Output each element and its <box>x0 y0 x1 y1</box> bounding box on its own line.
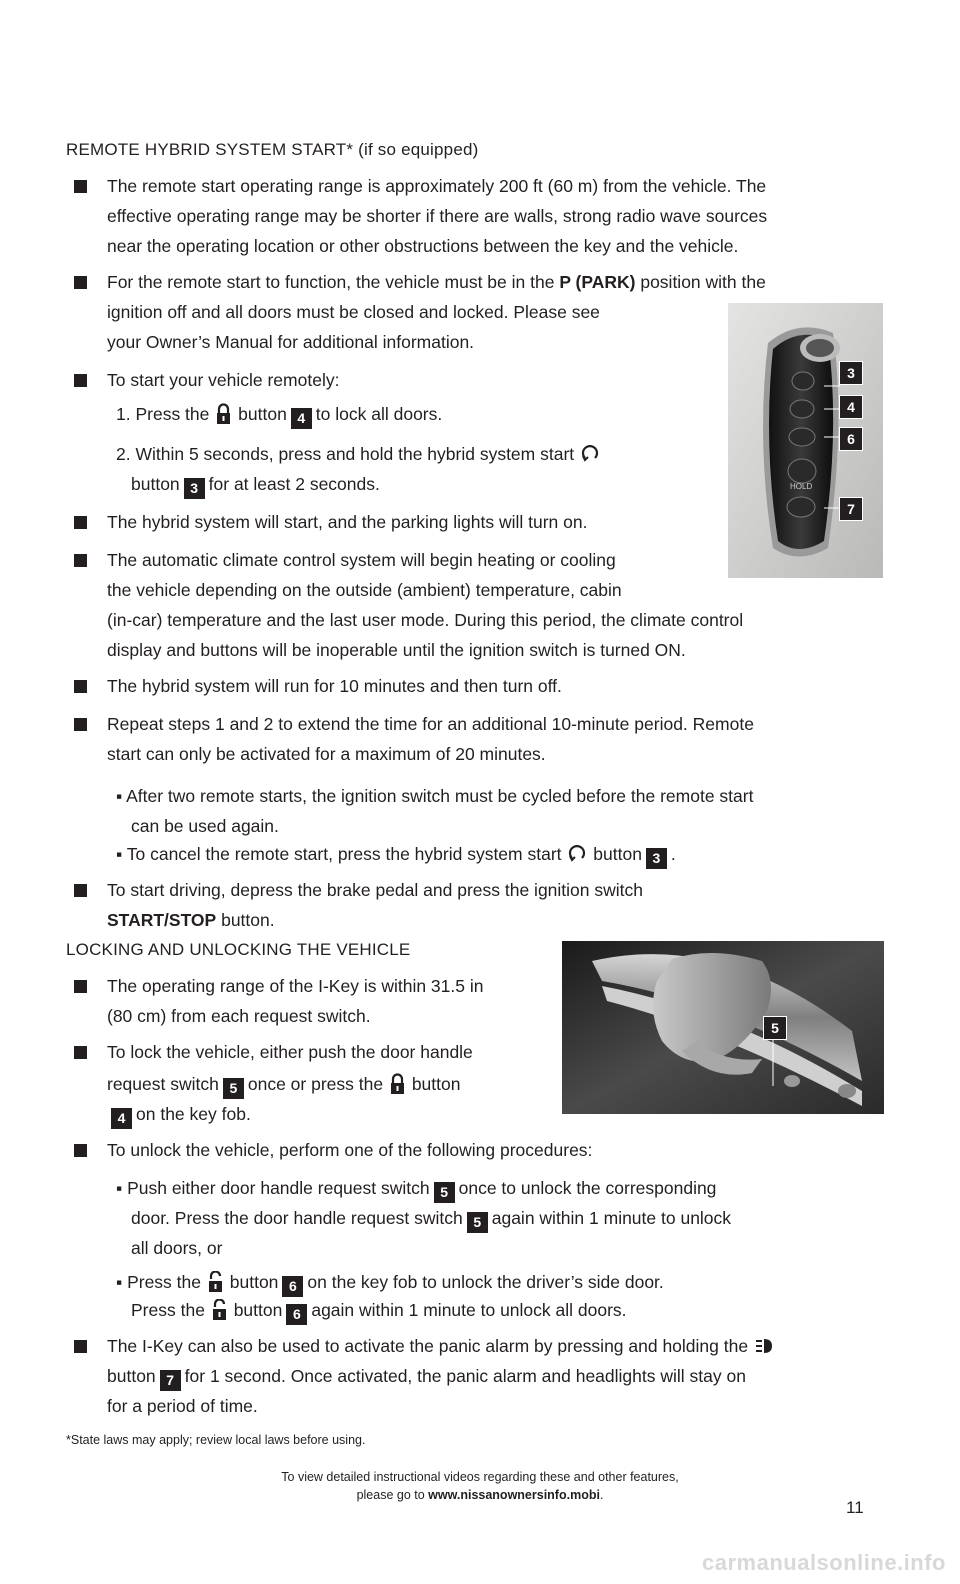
lock-icon <box>390 1073 405 1095</box>
callout-number: 3 <box>646 848 667 869</box>
bullet <box>74 980 87 993</box>
text: on the key fob. <box>136 1104 251 1124</box>
paragraph-climate-3: (in-car) temperature and the last user mode. During this period, the climate control <box>107 610 744 630</box>
paragraph-range-1: The remote start operating range is approximately 200 ft (60 m) from the vehicle. The <box>107 176 767 196</box>
panic-alarm-icon <box>755 1335 773 1357</box>
bullet <box>74 374 87 387</box>
keyfob-photo <box>728 303 883 578</box>
step-1 <box>116 400 442 429</box>
paragraph-repeat-2: start can only be activated for a maximum of 20 minutes. <box>107 744 546 764</box>
bullet <box>74 718 87 731</box>
text: ▪ To cancel the remote start, press the hybrid system start <box>116 844 562 864</box>
text: button. <box>216 910 275 930</box>
text: . <box>670 844 676 864</box>
park-label: P (PARK) <box>559 272 636 292</box>
text: button <box>593 844 642 864</box>
paragraph-lock-3 <box>107 1100 251 1129</box>
text: please go to <box>356 1488 429 1502</box>
paragraph-lock-1: To lock the vehicle, either push the door handle <box>107 1042 473 1062</box>
hold-label: HOLD <box>790 482 813 491</box>
callout-number: 6 <box>286 1304 307 1325</box>
keyfob-callout-4: 4 <box>839 395 863 419</box>
text: button <box>107 1366 156 1386</box>
footer-line-2 <box>0 1488 960 1502</box>
text: to lock all doors. <box>315 404 443 424</box>
footer-line-1: To view detailed instructional videos regarding these and other features, <box>281 1470 679 1484</box>
start-stop-label: START/STOP <box>107 910 217 930</box>
bullet <box>74 1144 87 1157</box>
paragraph-panic-1 <box>107 1332 775 1361</box>
bullet <box>74 884 87 897</box>
text: 2. Within 5 seconds, press and hold the hybrid system start <box>116 444 575 464</box>
text: for at least 2 seconds. <box>208 474 380 494</box>
callout-number: 5 <box>434 1182 455 1203</box>
bullet <box>74 554 87 567</box>
section-heading-locking: LOCKING AND UNLOCKING THE VEHICLE <box>66 940 411 959</box>
watermark: carmanualsonline.info <box>702 1550 946 1575</box>
paragraph-driving-1: To start driving, depress the brake pedal and press the ignition switch <box>107 880 643 900</box>
callout-number: 5 <box>223 1078 244 1099</box>
step-2-cont <box>131 470 380 499</box>
step-2 <box>116 440 601 469</box>
paragraph-start-remotely: To start your vehicle remotely: <box>107 370 340 390</box>
paragraph-park-2: ignition off and all doors must be closed and locked. Please see <box>107 302 600 322</box>
remote-start-icon <box>568 843 586 865</box>
paragraph-ikey-range-1: The operating range of the I-Key is within 31.5 in <box>107 976 484 996</box>
text: . <box>599 1488 604 1502</box>
text: ▪ Press the <box>116 1272 201 1292</box>
callout-number: 5 <box>467 1212 488 1233</box>
text: once to unlock the corresponding <box>458 1178 717 1198</box>
door-callout-5: 5 <box>763 1016 787 1040</box>
text: button <box>229 1272 279 1292</box>
text: again within 1 minute to unlock all doors. <box>311 1300 627 1320</box>
callout-number: 4 <box>291 408 312 429</box>
sub-bullet-push-2 <box>131 1204 731 1233</box>
paragraph-driving-2 <box>107 906 275 935</box>
callout-number: 6 <box>282 1276 303 1297</box>
sub-bullet-push-1 <box>116 1174 716 1203</box>
paragraph-park <box>107 268 766 297</box>
bullet <box>74 1340 87 1353</box>
callout-number: 3 <box>184 478 205 499</box>
footnote: *State laws may apply; review local laws before using. <box>66 1433 366 1447</box>
sub-bullet-press-1 <box>116 1268 664 1297</box>
text: Press the <box>131 1300 205 1320</box>
text: ▪ Push either door handle request switch <box>116 1178 430 1198</box>
lock-icon <box>216 403 231 425</box>
keyfob-callout-7: 7 <box>839 497 863 521</box>
text: door. Press the door handle request switch <box>131 1208 463 1228</box>
text: again within 1 minute to unlock <box>491 1208 732 1228</box>
keyfob-callout-6: 6 <box>839 427 863 451</box>
paragraph-repeat-1: Repeat steps 1 and 2 to extend the time for an additional 10-minute period. Remote <box>107 714 754 734</box>
keyfob-callout-3: 3 <box>839 361 863 385</box>
sub-bullet-cancel <box>116 840 676 869</box>
door-handle-photo <box>562 941 884 1114</box>
paragraph-climate-1: The automatic climate control system will begin heating or cooling <box>107 550 616 570</box>
text: button <box>238 404 287 424</box>
section-heading-remote-start: REMOTE HYBRID SYSTEM START* (if so equipped) <box>66 140 479 159</box>
text: button <box>233 1300 283 1320</box>
text: request switch <box>107 1074 219 1094</box>
paragraph-parking-lights: The hybrid system will start, and the parking lights will turn on. <box>107 512 588 532</box>
text: for 1 second. Once activated, the panic alarm and headlights will stay on <box>184 1366 746 1386</box>
footer-link[interactable]: www.nissanownersinfo.mobi <box>428 1488 600 1502</box>
paragraph-range-2: effective operating range may be shorter if there are walls, strong radio wave sources <box>107 206 768 226</box>
paragraph-panic-2 <box>107 1362 746 1391</box>
bullet <box>74 276 87 289</box>
paragraph-ikey-range-2: (80 cm) from each request switch. <box>107 1006 371 1026</box>
text: button <box>131 474 180 494</box>
text: on the key fob to unlock the driver’s side door. <box>307 1272 664 1292</box>
sub-bullet-cycle-1: ▪ After two remote starts, the ignition switch must be cycled before the remote start <box>116 786 754 806</box>
text: The I-Key can also be used to activate the panic alarm by pressing and holding the <box>107 1336 749 1356</box>
sub-bullet-push-3: all doors, or <box>131 1238 223 1258</box>
bullet <box>74 180 87 193</box>
paragraph-climate-2: the vehicle depending on the outside (ambient) temperature, cabin <box>107 580 622 600</box>
paragraph-unlock: To unlock the vehicle, perform one of the following procedures: <box>107 1140 593 1160</box>
paragraph-range-3: near the operating location or other obstructions between the key and the vehicle. <box>107 236 739 256</box>
text: position with the <box>635 272 766 292</box>
text: button <box>411 1074 461 1094</box>
page-number: 11 <box>846 1498 864 1517</box>
paragraph-lock-2 <box>107 1070 460 1099</box>
unlock-icon <box>208 1271 223 1293</box>
callout-number: 4 <box>111 1108 132 1129</box>
text: 1. Press the <box>116 404 210 424</box>
bullet <box>74 1046 87 1059</box>
paragraph-climate-4: display and buttons will be inoperable until the ignition switch is turned ON. <box>107 640 686 660</box>
bullet <box>74 516 87 529</box>
paragraph-panic-3: for a period of time. <box>107 1396 258 1416</box>
text: once or press the <box>247 1074 384 1094</box>
sub-bullet-cycle-2: can be used again. <box>131 816 279 836</box>
door-handle-illustration <box>562 941 884 1114</box>
paragraph-park-3: your Owner’s Manual for additional information. <box>107 332 475 352</box>
text: For the remote start to function, the vehicle must be in the <box>107 272 560 292</box>
sub-bullet-press-2 <box>131 1296 627 1325</box>
remote-start-icon <box>581 443 599 465</box>
bullet <box>74 680 87 693</box>
unlock-icon <box>212 1299 227 1321</box>
callout-number: 7 <box>160 1370 181 1391</box>
paragraph-10-minutes: The hybrid system will run for 10 minutes and then turn off. <box>107 676 562 696</box>
